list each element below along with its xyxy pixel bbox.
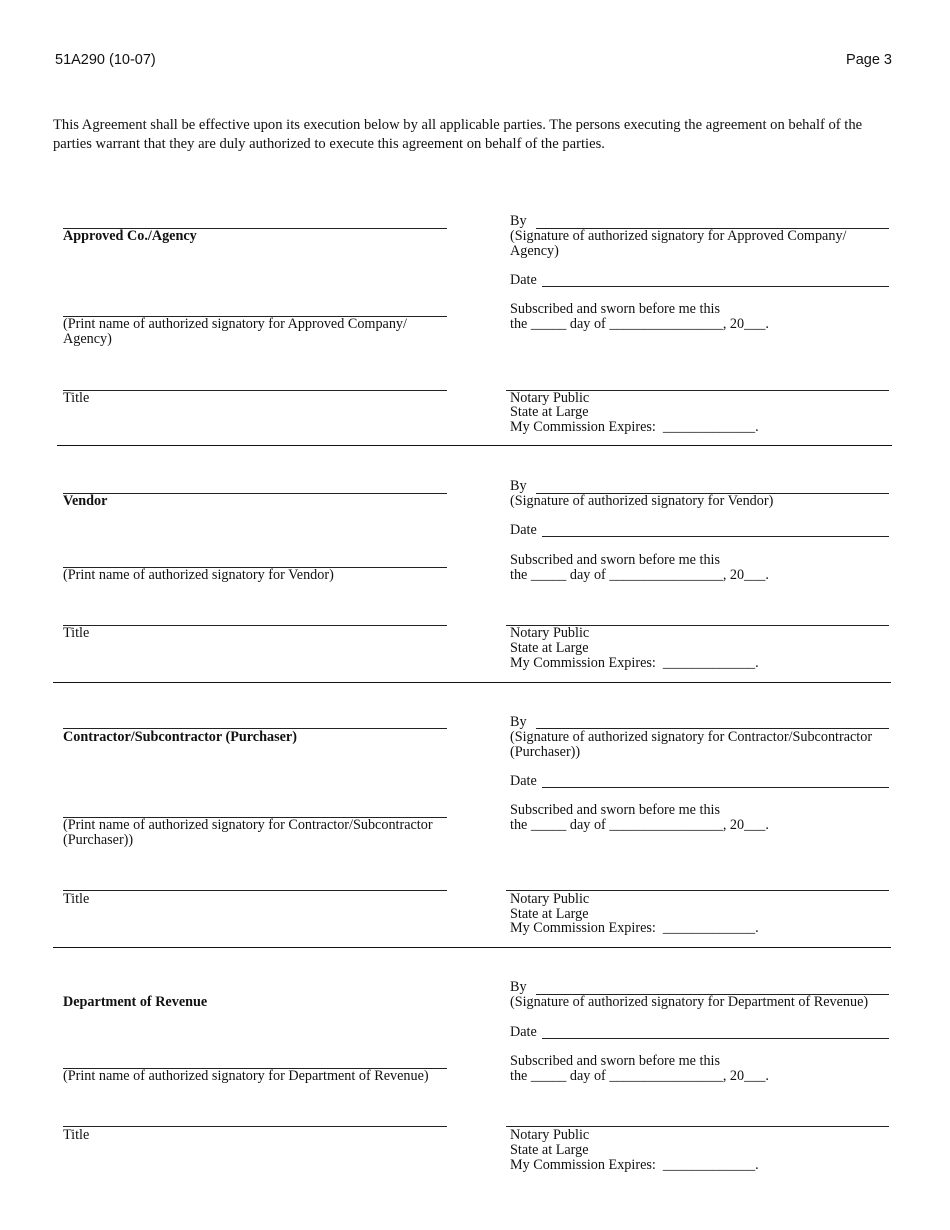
notary-label: Notary Public [510, 1127, 590, 1143]
day-of-label: day of [569, 316, 606, 332]
sworn-date-line: the _____ day of ________________, 20___. [510, 817, 769, 833]
title-line[interactable] [63, 390, 447, 391]
by-label: By [510, 478, 527, 494]
by-label: By [510, 979, 527, 995]
party-name: Department of Revenue [63, 994, 208, 1010]
print-name-caption: (Print name of authorized signatory for Department of Revenue) [63, 1068, 429, 1084]
subscribed-text: Subscribed and sworn before me this [510, 1053, 721, 1069]
the-label: the [510, 1068, 528, 1084]
party-name: Vendor [63, 493, 108, 509]
date-label: Date [510, 773, 537, 789]
date-line[interactable] [542, 286, 889, 287]
signature-caption: (Signature of authorized signatory for Approved Company/ [510, 228, 847, 244]
date-line[interactable] [542, 1038, 889, 1039]
year-prefix: , 20 [722, 817, 745, 833]
commission-text: My Commission Expires: _____________. [510, 655, 759, 671]
title-label: Title [63, 891, 90, 907]
section-divider [53, 682, 891, 683]
commission-label: My Commission Expires: [510, 920, 656, 936]
sworn-date-line: the _____ day of ________________, 20___. [510, 1068, 769, 1084]
title-line[interactable] [63, 1126, 447, 1127]
commission-text: My Commission Expires: _____________. [510, 1157, 759, 1173]
state-label: State at Large [510, 404, 589, 420]
date-label: Date [510, 272, 537, 288]
print-name-caption: (Print name of authorized signatory for Contractor/Subcontractor [63, 817, 433, 833]
title-label: Title [63, 1127, 90, 1143]
commission-text: My Commission Expires: _____________. [510, 920, 759, 936]
state-label: State at Large [510, 640, 589, 656]
intro-paragraph: This Agreement shall be effective upon its execution below by all applicable parties. The persons executing the agreement on behalf of the parties warrant that they are duly authorized to execute this agreement on behalf of the parties. [53, 117, 863, 152]
sworn-date-line: the _____ day of ________________, 20___. [510, 316, 769, 332]
state-label: State at Large [510, 906, 589, 922]
year-prefix: , 20 [722, 1068, 745, 1084]
year-prefix: , 20 [722, 567, 745, 583]
subscribed-text: Subscribed and sworn before me this [510, 301, 721, 317]
the-label: the [510, 316, 528, 332]
sworn-date-line: the _____ day of ________________, 20___. [510, 567, 769, 583]
date-label: Date [510, 1024, 537, 1040]
date-label: Date [510, 522, 537, 538]
notary-label: Notary Public [510, 891, 590, 907]
subscribed-text: Subscribed and sworn before me this [510, 552, 721, 568]
commission-label: My Commission Expires: [510, 1157, 656, 1173]
the-label: the [510, 567, 528, 583]
date-line[interactable] [542, 787, 889, 788]
party-name: Contractor/Subcontractor (Purchaser) [63, 729, 297, 745]
the-label: the [510, 817, 528, 833]
print-name-caption: (Print name of authorized signatory for Vendor) [63, 567, 334, 583]
form-number: 51A290 (10-07) [55, 52, 156, 68]
title-line[interactable] [63, 625, 447, 626]
day-of-label: day of [569, 567, 606, 583]
signature-caption: (Signature of authorized signatory for Contractor/Subcontractor [510, 729, 873, 745]
commission-label: My Commission Expires: [510, 655, 656, 671]
title-label: Title [63, 390, 90, 406]
title-label: Title [63, 625, 90, 641]
print-name-caption-cont: Agency) [63, 331, 112, 347]
date-line[interactable] [542, 536, 889, 537]
day-of-label: day of [569, 817, 606, 833]
day-of-label: day of [569, 1068, 606, 1084]
section-divider [57, 445, 892, 446]
signature-caption: (Signature of authorized signatory for Vendor) [510, 493, 774, 509]
print-name-caption: (Print name of authorized signatory for Approved Company/ [63, 316, 407, 332]
notary-label: Notary Public [510, 390, 590, 406]
page-number: Page 3 [846, 52, 892, 68]
party-signature-line[interactable] [63, 493, 447, 494]
notary-label: Notary Public [510, 625, 590, 641]
year-prefix: , 20 [722, 316, 745, 332]
commission-text: My Commission Expires: _____________. [510, 419, 759, 435]
subscribed-text: Subscribed and sworn before me this [510, 802, 721, 818]
state-label: State at Large [510, 1142, 589, 1158]
party-name: Approved Co./Agency [63, 228, 197, 244]
signature-caption: (Signature of authorized signatory for Department of Revenue) [510, 994, 869, 1010]
by-label: By [510, 213, 527, 229]
title-line[interactable] [63, 890, 447, 891]
by-label: By [510, 714, 527, 730]
signature-caption-cont: Agency) [510, 243, 559, 259]
signature-caption-cont: (Purchaser)) [510, 744, 581, 760]
commission-label: My Commission Expires: [510, 419, 656, 435]
section-divider [53, 947, 891, 948]
print-name-caption-cont: (Purchaser)) [63, 832, 134, 848]
